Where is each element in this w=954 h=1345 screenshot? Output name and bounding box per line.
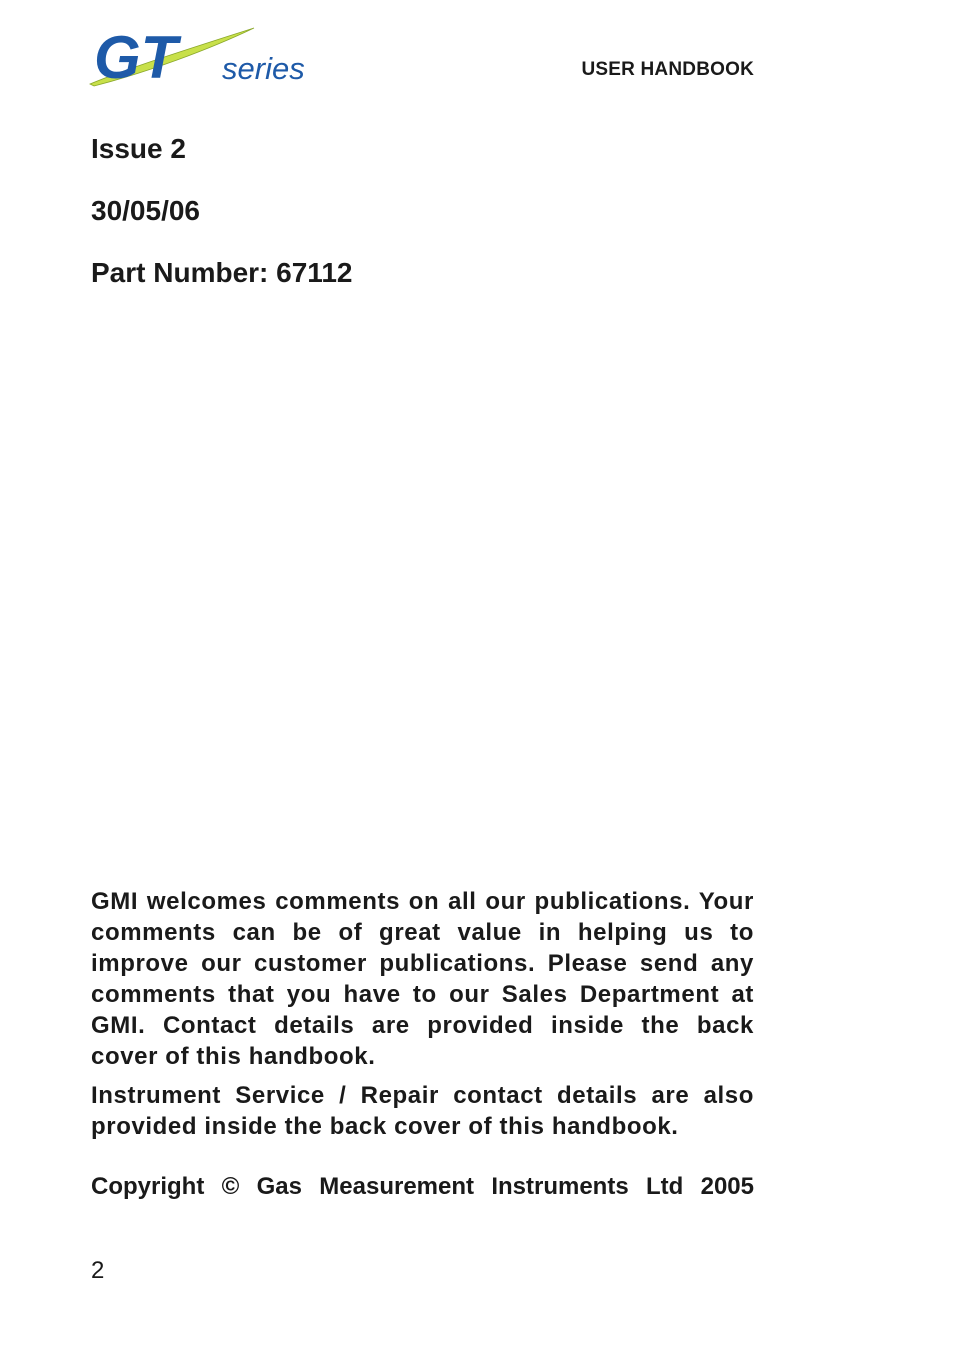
copyright-notice: Copyright © Gas Measurement Instruments Ltd 2005 bbox=[91, 1173, 754, 1200]
logo-series-text: series bbox=[222, 51, 305, 86]
issue-number: Issue 2 bbox=[91, 133, 186, 164]
gt-series-logo bbox=[88, 24, 318, 90]
service-paragraph: Instrument Service / Repair contact details are also provided inside the back cover of this handbook. bbox=[91, 1082, 754, 1140]
header-label: USER HANDBOOK bbox=[581, 59, 754, 80]
comments-paragraph: GMI welcomes comments on all our publications. Your comments can be of great value in helping us to improve our customer publications. Please send any comments that you have to our Sales Department at GMI. Contact details are provided inside the back cover of this handbook. bbox=[91, 888, 754, 1070]
logo-gt-text: GT bbox=[94, 24, 178, 90]
part-number: Part Number: 67112 bbox=[91, 257, 353, 288]
page-number: 2 bbox=[91, 1257, 105, 1284]
issue-date: 30/05/06 bbox=[91, 195, 200, 226]
